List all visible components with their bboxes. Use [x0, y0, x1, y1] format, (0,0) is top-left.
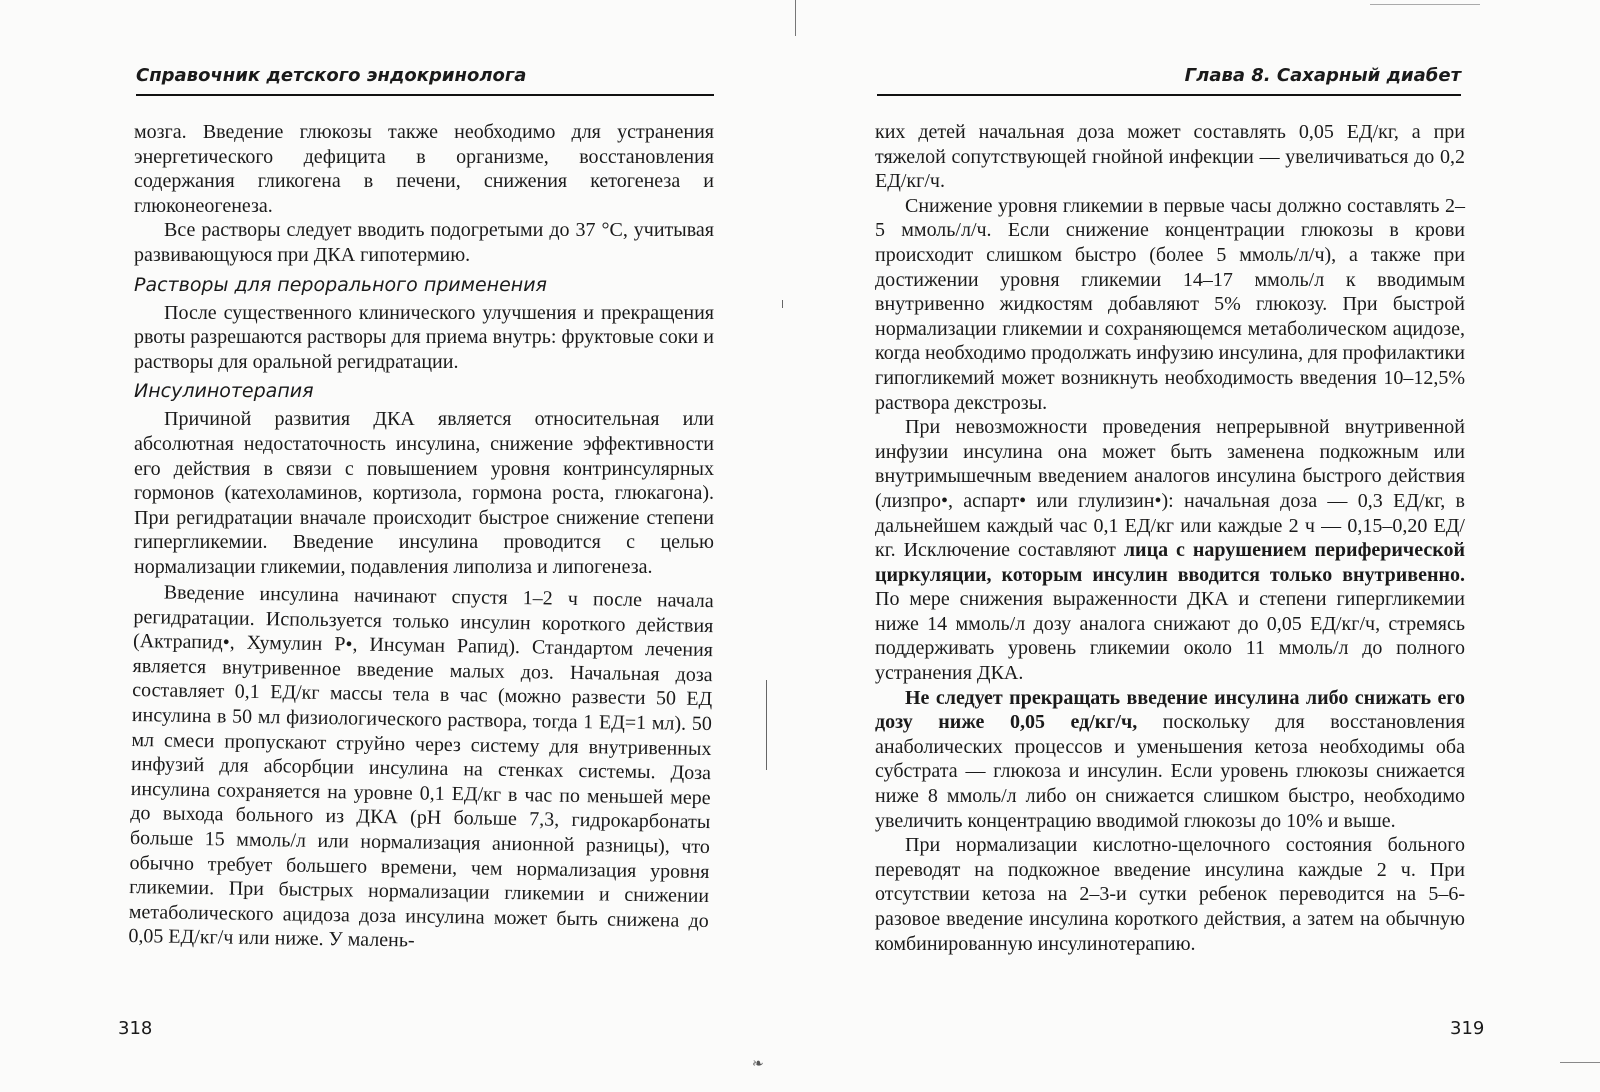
bold-text-run: Не следует прекращать введение инсулина либо снижать его дозу ниже 0,05 ед/кг/ч,: [875, 686, 1465, 734]
ornament-icon: ❧: [752, 1057, 764, 1072]
page-number-right: 319: [1450, 1018, 1485, 1039]
section-heading: Инсулинотерапия: [134, 380, 314, 403]
paragraph: [875, 686, 1465, 834]
running-header-right: Глава 8. Сахарный диабет: [877, 62, 1461, 96]
text-run: поскольку для восстановления анаболических процессов и уменьшения кетоза необходимы оба субстрата — глюкоза и инсулин. Если уровень глюкозы снижается ниже 8 ммоль/л либо он снижается слишком быстро, необходимо увеличить концентрацию вводимой глюкозы до 10% и выше.: [875, 711, 1466, 832]
book-spine-mark: [795, 0, 796, 36]
section-heading: Растворы для перорального применения: [134, 273, 547, 296]
paragraph: [875, 415, 1465, 686]
paragraph: При нормализации кислотно-щелочного состояния больного переводят на подкожное введение инсулина каждые 2 ч. При отсутствии кетоза на 2–3-и сутки ребенок переводится на 5–6-разовое введение инсулина короткого действия, а затем на обычную комбинированную инсулинотерапию.: [875, 834, 1465, 955]
paragraph: Введение инсулина начинают спустя 1–2 ч после начала регидратации. Используется только инсулин короткого действия (Актрапид•, Хумулин Р•, Инсуман Рапид). Стандартом лечения является внутривенное введение малых доз. Начальная доза составляет 0,1 ЕД/кг массы тела в час (можно развести 50 ЕД инсулина в 50 мл физиологического раствора, тогда 1 ЕД=1 мл). 50 мл смеси пропускают струйно через систему для внутривенных инфузий для абсорбции инсулина на стенках системы. Доза инсулина сохраняется на уровне 0,1 ЕД/кг в час по меньшей мере до выхода больного из ДКА (рН больше 7,3, гидрокарбонаты больше 15 ммоль/л или нормализация анионной разницы), что обычно требует большего времени, чем нормализация уровня гликемии. При быстрых нормализации гликемии и снижении метаболического ацидоза доза инсулина может быть снижена до 0,05 ЕД/кг/ч или ниже. У малень-: [128, 580, 714, 952]
right-page-body: [875, 120, 1465, 956]
paragraph: После существенного клинического улучшения и прекращения рвоты разрешаются растворы для приема внутрь: фруктовые соки и растворы для оральной регидратации.: [134, 301, 714, 373]
paragraph: мозга. Введение глюкозы также необходимо для устранения энергетического дефицита в организме, восстановления содержания гликогена в печени, снижения кетогенеза и глюконеогенеза.: [134, 121, 714, 217]
paragraph: Причиной развития ДКА является относительная или абсолютная недостаточность инсулина, снижение эффективности его действия в связи с повышением уровня контринсулярных гормонов (катехоламинов, кортизола, гормона роста, глюкагона). При регидратации вначале происходит быстрое снижение степени гипергликемии. Введение инсулина проводится с целью нормализации гликемии, подавления липолиза и липогенеза.: [134, 408, 714, 578]
right-page: [800, 0, 1600, 1092]
running-header-left: Справочник детского эндокринолога: [136, 62, 714, 96]
scan-artifact-line: [1560, 1062, 1600, 1063]
paragraph: ких детей начальная доза может составлять 0,05 ЕД/кг, а при тяжелой сопутствующей гнойной инфекции — увеличиваться до 0,2 ЕД/кг/ч.: [875, 121, 1465, 193]
paragraph: Все растворы следует вводить подогретыми до 37 °С, учитывая развивающуюся при ДКА гипотермию.: [134, 219, 714, 266]
page-number-left: 318: [118, 1018, 153, 1039]
bold-text-run: лица с нарушением периферической циркуляции, которым инсулин вводится только внутривенно.: [875, 539, 1465, 586]
scan-artifact-mark: [782, 300, 783, 308]
scan-artifact-mark: [766, 680, 767, 770]
text-run: По мере снижения выраженности ДКА и степени гипергликемии ниже 14 ммоль/л дозу аналога снижают до 0,05 ЕД/кг/ч, стремясь поддерживать уровень гликемии около 11 ммоль/л до полного устранения ДКА.: [875, 588, 1465, 685]
left-page-body: [128, 120, 714, 952]
text-run: При невозможности проведения непрерывной внутривенной инфузии инсулина она может быть заменена подкожным или внутримышечным введением аналогов инсулина быстрого действия (лизпро•, аспарт• или глулизин•): начальная доза — 0,3 ЕД/кг, в дальнейшем каждый час 0,1 ЕД/кг или каждые 2 ч — 0,15–0,20 ЕД/кг. Исключение составляют: [875, 416, 1465, 562]
left-page: [0, 0, 790, 1092]
paragraph: Снижение уровня гликемии в первые часы должно составлять 2–5 ммоль/л/ч. Если снижение концентрации глюкозы в крови происходит слишком быстро (более 5 ммоль/л/ч), а также при достижении уровня гликемии 14–17 ммоль/л к вводимым внутривенно жидкостям добавляют 5% глюкозу. При быстрой нормализации гликемии и сохраняющемся метаболическом ацидозе, когда необходимо продолжать инфузию инсулина, для профилактики гипогликемий может возникнуть необходимость введения 10–12,5% раствора декстрозы.: [875, 194, 1465, 414]
